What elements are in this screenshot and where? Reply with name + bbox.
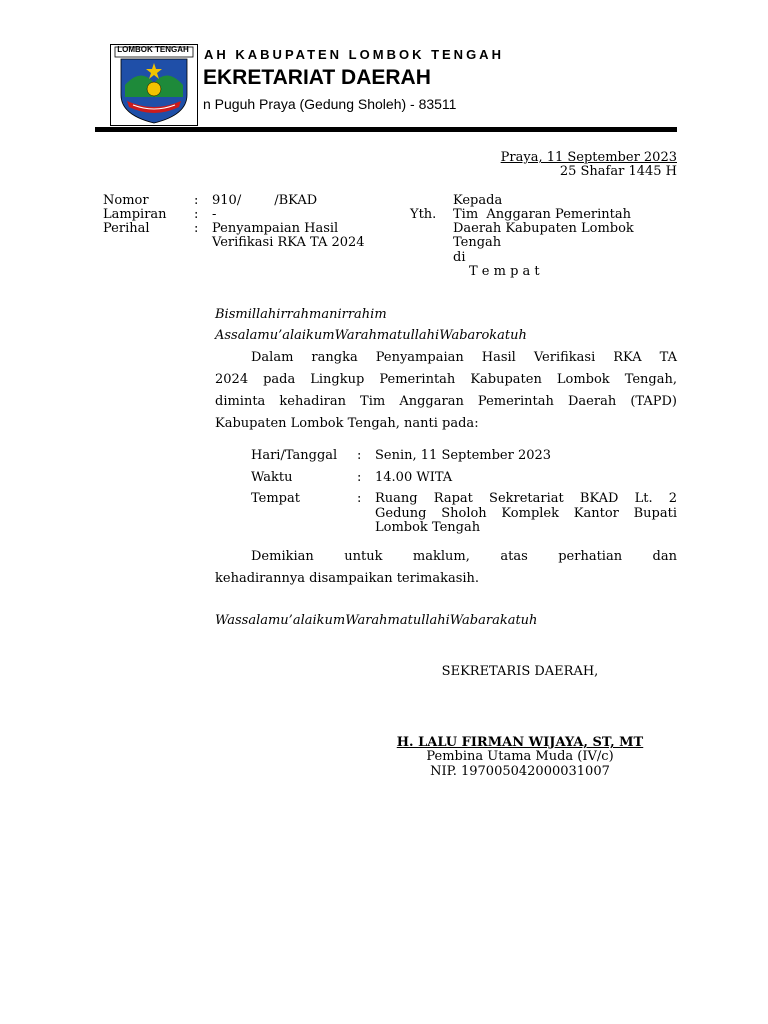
paragraph1-line4: Kabupaten Lombok Tengah, nanti pada: bbox=[215, 416, 479, 431]
date-hijri: 25 Shafar 1445 H bbox=[559, 164, 677, 179]
letterhead-line1: AH KABUPATEN LOMBOK TENGAH bbox=[204, 47, 504, 62]
schedule-tempat-colon: : bbox=[357, 491, 362, 506]
logo-text: LOMBOK TENGAH bbox=[117, 45, 189, 54]
signature-rank: Pembina Utama Muda (IV/c) bbox=[426, 749, 614, 764]
lampiran-label: Lampiran bbox=[103, 207, 167, 222]
perihal-value-line1: Penyampaian Hasil bbox=[212, 221, 339, 236]
letterhead-rule bbox=[95, 127, 677, 132]
schedule-waktu-label: Waktu bbox=[251, 470, 293, 485]
recipient-tempat: T e m p a t bbox=[469, 264, 540, 279]
schedule-tempat-line3: Lombok Tengah bbox=[375, 520, 481, 535]
paragraph1-line2: 2024 pada Lingkup Pemerintah Kabupaten Lombok Tengah, bbox=[215, 372, 677, 387]
nomor-label: Nomor bbox=[103, 193, 149, 208]
schedule-hari-label: Hari/Tanggal bbox=[251, 448, 338, 463]
perihal-value-line2: Verifikasi RKA TA 2024 bbox=[212, 235, 365, 250]
paragraph1-line1: Dalam rangka Penyampaian Hasil Verifikasi RKA TA bbox=[251, 350, 677, 365]
recipient-line1: Tim Anggaran Pemerintah bbox=[453, 207, 632, 222]
letterhead-address: n Puguh Praya (Gedung Sholeh) - 83511 bbox=[203, 96, 457, 112]
nomor-colon: : bbox=[194, 193, 199, 208]
date-masehi: Praya, 11 September 2023 bbox=[500, 150, 677, 165]
recipient-line2: Daerah Kabupaten Lombok bbox=[453, 221, 634, 236]
schedule-waktu-value: 14.00 WITA bbox=[375, 470, 453, 485]
lampiran-colon: : bbox=[194, 207, 199, 222]
signature-nip: NIP. 197005042000031007 bbox=[430, 764, 610, 779]
closing-salam: Wassalamu’alaikumWarahmatullahiWabarakatuh bbox=[215, 613, 538, 628]
schedule-tempat-line2: Gedung Sholoh Komplek Kantor Bupati bbox=[375, 506, 677, 521]
recipient-kepada: Kepada bbox=[453, 193, 503, 208]
signature-name: H. LALU FIRMAN WIJAYA, ST, MT bbox=[396, 735, 644, 750]
lampiran-value: - bbox=[212, 207, 217, 222]
paragraph2-line2: kehadirannya disampaikan terimakasih. bbox=[215, 571, 480, 586]
nomor-value: 910/ /BKAD bbox=[212, 193, 318, 208]
greeting-salam: Assalamu’alaikumWarahmatullahiWabarokatuh bbox=[215, 328, 527, 343]
perihal-colon: : bbox=[194, 221, 199, 236]
schedule-hari-colon: : bbox=[357, 448, 362, 463]
paragraph1-line3: diminta kehadiran Tim Anggaran Pemerintah Daerah (TAPD) bbox=[215, 394, 677, 409]
schedule-waktu-colon: : bbox=[357, 470, 362, 485]
regency-emblem-icon bbox=[111, 45, 197, 125]
letterhead-line2: EKRETARIAT DAERAH bbox=[203, 66, 431, 89]
schedule-hari-value: Senin, 11 September 2023 bbox=[375, 448, 552, 463]
greeting-bismillah: Bismillahirrahmanirrahim bbox=[215, 307, 387, 322]
perihal-label: Perihal bbox=[103, 221, 150, 236]
signature-title: SEKRETARIS DAERAH, bbox=[441, 664, 599, 679]
recipient-yth: Yth. bbox=[410, 207, 437, 222]
recipient-di: di bbox=[453, 250, 466, 265]
recipient-line3: Tengah bbox=[453, 235, 502, 250]
schedule-tempat-line1: Ruang Rapat Sekretariat BKAD Lt. 2 bbox=[375, 491, 677, 506]
paragraph2-line1: Demikian untuk maklum, atas perhatian dan bbox=[251, 549, 677, 564]
regency-logo bbox=[110, 44, 198, 126]
schedule-tempat-label: Tempat bbox=[251, 491, 300, 506]
